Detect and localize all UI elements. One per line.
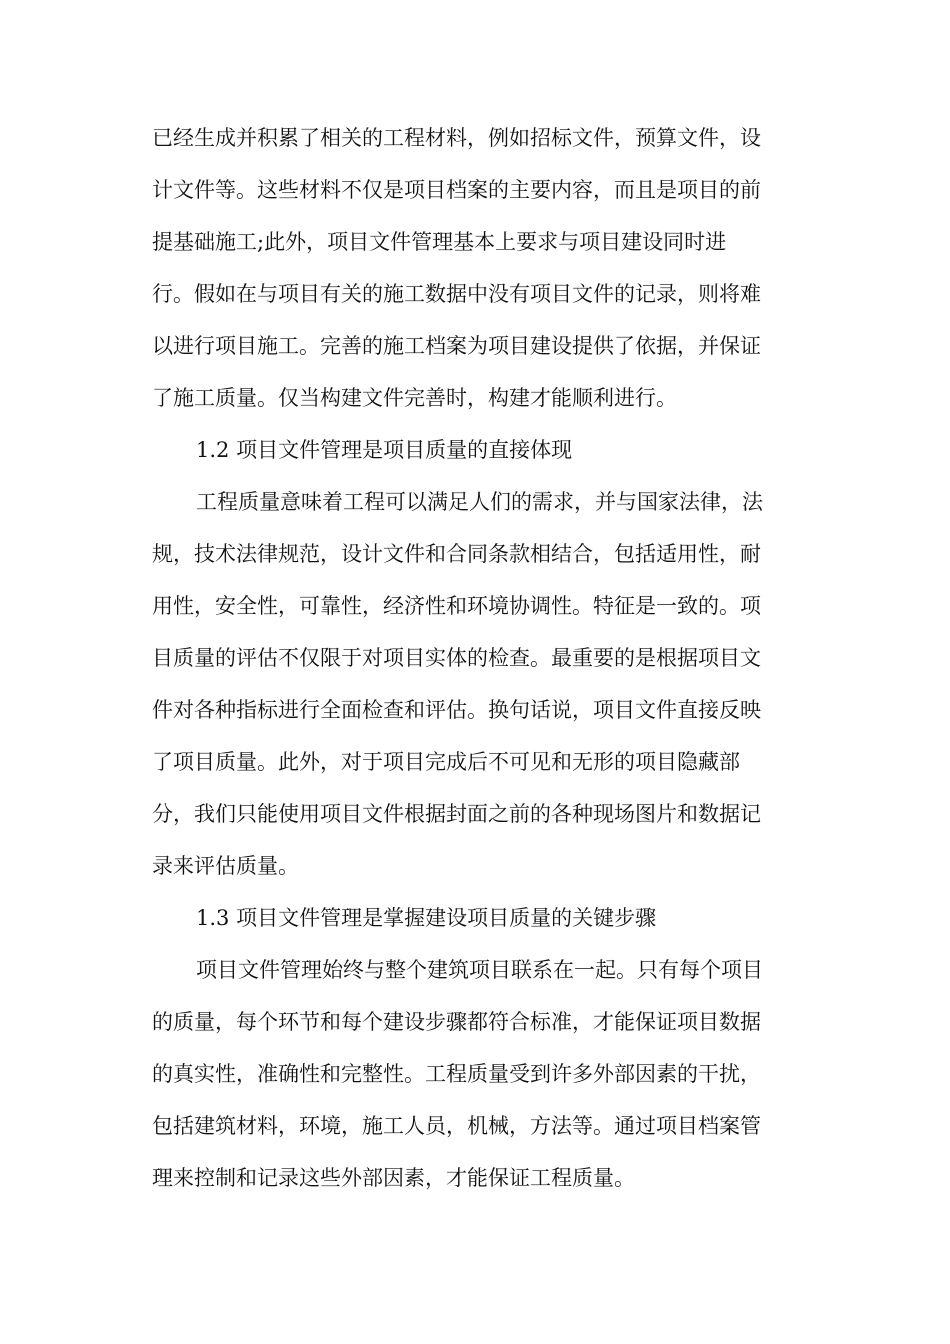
paragraph-line: 用性，安全性，可靠性，经济性和环境协调性。特征是一致的。项 [152, 594, 761, 618]
paragraph-line: 已经生成并积累了相关的工程材料，例如招标文件，预算文件，设 [152, 126, 761, 150]
section-heading-1-2: 1.2 项目文件管理是项目质量的直接体现 [196, 438, 573, 462]
paragraph-line: 行。假如在与项目有关的施工数据中没有项目文件的记录，则将难 [152, 282, 761, 306]
paragraph-line: 工程质量意味着工程可以满足人们的需求，并与国家法律，法 [196, 490, 763, 514]
paragraph-line: 提基础施工;此外，项目文件管理基本上要求与项目建设同时进 [152, 230, 727, 254]
paragraph-line: 了施工质量。仅当构建文件完善时，构建才能顺利进行。 [152, 386, 677, 410]
paragraph-line: 以进行项目施工。完善的施工档案为项目建设提供了依据，并保证 [152, 334, 761, 358]
paragraph-line: 了项目质量。此外，对于项目完成后不可见和无形的项目隐藏部 [152, 750, 740, 774]
paragraph-line: 的真实性，准确性和完整性。工程质量受到许多外部因素的干扰， [152, 1062, 761, 1086]
paragraph-line: 的质量，每个环节和每个建设步骤都符合标准，才能保证项目数据 [152, 1010, 761, 1034]
paragraph-line: 目质量的评估不仅限于对项目实体的检查。最重要的是根据项目文 [152, 646, 761, 670]
paragraph-line: 计文件等。这些材料不仅是项目档案的主要内容，而且是项目的前 [152, 178, 761, 202]
paragraph-line: 录来评估质量。 [152, 854, 299, 878]
paragraph-line: 规，技术法律规范，设计文件和合同条款相结合，包括适用性，耐 [152, 542, 761, 566]
paragraph-line: 包括建筑材料，环境，施工人员，机械，方法等。通过项目档案管 [152, 1114, 761, 1138]
paragraph-line: 分，我们只能使用项目文件根据封面之前的各种现场图片和数据记 [152, 802, 761, 826]
section-heading-1-3: 1.3 项目文件管理是掌握建设项目质量的关键步骤 [196, 906, 657, 930]
paragraph-line: 件对各种指标进行全面检查和评估。换句话说，项目文件直接反映 [152, 698, 761, 722]
paragraph-line: 理来控制和记录这些外部因素，才能保证工程质量。 [152, 1166, 635, 1190]
paragraph-line: 项目文件管理始终与整个建筑项目联系在一起。只有每个项目 [196, 958, 763, 982]
